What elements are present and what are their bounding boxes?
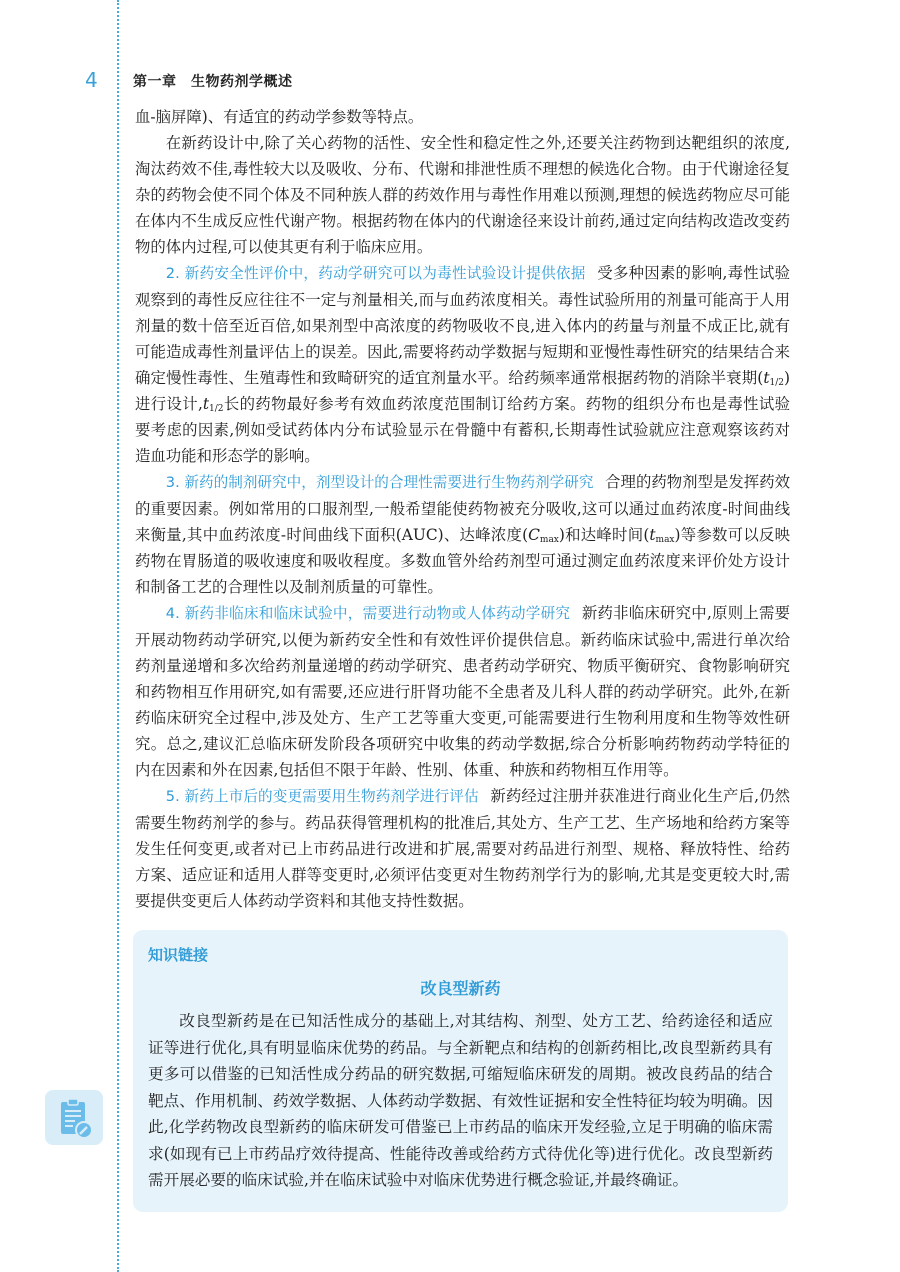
text: 合理的药物剂型是发挥药效的重要因素。例如常用的口服剂型,一般希望能使药物被充分吸收,这可以通过血药浓度-时间曲线来衡量,其中血药浓度-时间曲线下面积(AUC)、达峰浓度(: [135, 473, 790, 544]
paragraph: [135, 783, 790, 914]
box-title: 改良型新药: [420, 979, 501, 998]
subscript: max: [655, 535, 675, 545]
text: )进行设计,: [135, 369, 790, 413]
box-text: 改良型新药是在已知活性成分的基础上,对其结构、剂型、处方工艺、给药途径和适应证等进行优化,具有明显临床优势的药品。与全新靶点和结构的创新药相比,改良型新药具有更多可以借鉴的已知活性成分药品的研究数据,可缩短临床研发的周期。被改良药品的结合靶点、作用机制、药效学数据、人体药动学数据、有效性证据和安全性特征均较为明确。因此,化学药物改良型新药的临床研发可借鉴已上市药品的临床开发经验,立足于明确的临床需求(如现有已上市药品疗效待提高、性能待改善或给药方式待优化等)进行优化。改良型新药需开展必要的临床试验,并在临床试验中对临床优势进行概念验证,并最终确证。: [148, 1012, 773, 1189]
paragraph: 在新药设计中,除了关心药物的活性、安全性和稳定性之外,还要关注药物到达靶组织的浓度,淘汰药效不佳,毒性较大以及吸收、分布、代谢和排泄性质不理想的候选化合物。由于代谢途径复杂的药物会使不同个体及不同种族人群的药效作用与毒性作用难以预测,理想的候选药物应尽可能在体内不生成反应性代谢产物。根据药物在体内的代谢途径来设计前药,通过定向结构改造改变药物的体内过程,可以使其更有利于临床应用。: [135, 134, 790, 256]
text: )等参数可以反映药物在胃肠道的吸收速度和吸收程度。多数血管外给药剂型可通过测定血药浓度来评价处方设计和制备工艺的合理性以及制剂质量的可靠性。: [135, 526, 790, 596]
section-heading: 5. 新药上市后的变更需要用生物药剂学进行评估: [165, 788, 479, 805]
paragraph: 血-脑屏障)、有适宜的药动学参数等特点。: [135, 108, 424, 126]
page-number: 4: [85, 68, 98, 92]
paragraph: [135, 260, 790, 469]
subscript: 1/2: [769, 378, 784, 388]
paragraph: [135, 600, 790, 783]
paragraph: [135, 469, 790, 600]
section-heading: 2. 新药安全性评价中，药动学研究可以为毒性试验设计提供依据: [165, 265, 586, 282]
text: 受多种因素的影响,毒性试验观察到的毒性反应往往不一定与剂量相关,而与血药浓度相关。毒性试验所用的剂量可能高于人用剂量的数十倍至近百倍,如果剂型中高浓度的药物吸收不良,进入体内的药量与剂量不成正比,就有可能造成毒性剂量评估上的误差。因此,需要将药动学数据与短期和亚慢性毒性研究的结果结合来确定慢性毒性、生殖毒性和致畸研究的适宜剂量水平。给药频率通常根据药物的消除半衰期(: [135, 264, 790, 387]
symbol: t: [763, 369, 770, 387]
symbol: t: [649, 526, 656, 544]
subscript: max: [539, 535, 559, 545]
text: 新药非临床研究中,原则上需要开展动物药动学研究,以便为新药安全性和有效性评价提供信息。新药临床试验中,需进行单次给药剂量递增和多次给药剂量递增的药动学研究、患者药动学研究、物质平衡研究、食物影响研究和药物相互作用研究,如有需要,还应进行肝肾功能不全患者及儿科人群的药动学研究。此外,在新药临床研究全过程中,涉及处方、生产工艺等重大变更,可能需要进行生物利用度和生物等效性研究。总之,建议汇总临床研发阶段各项研究中收集的药动学数据,综合分析影响药物药动学特征的内在因素和外在因素,包括但不限于年龄、性别、体重、种族和药物相互作用等。: [135, 604, 790, 779]
symbol: C: [528, 526, 540, 544]
clipboard-edit-icon: [45, 1090, 103, 1145]
subscript: 1/2: [209, 404, 224, 414]
section-heading: 4. 新药非临床和临床试验中，需要进行动物或人体药动学研究: [165, 605, 571, 622]
knowledge-link-box: [133, 930, 788, 1212]
body-text: [135, 104, 790, 914]
symbol: t: [202, 395, 210, 413]
chapter-title: 第一章 生物药剂学概述: [133, 74, 293, 90]
margin-divider: [117, 0, 792, 1272]
text: )和达峰时间(: [558, 526, 650, 544]
text: 长的药物最好参考有效血药浓度范围制订给药方案。药物的组织分布也是毒性试验要考虑的因素,例如受试药体内分布试验显示在骨髓中有蓄积,长期毒性试验就应注意观察该药对造血功能和形态学的影响。: [135, 395, 790, 465]
text: 新药经过注册并获准进行商业化生产后,仍然需要生物药剂学的参与。药品获得管理机构的批准后,其处方、生产工艺、生产场地和给药方案等发生任何变更,或者对已上市药品进行改进和扩展,需要对药品进行剂型、规格、释放特性、给药方案、适应证和适用人群等变更时,必须评估变更对生物药剂学行为的影响,尤其是变更较大时,需要提供变更后人体药动学资料和其他支持性数据。: [135, 787, 790, 910]
section-heading: 3. 新药的制剂研究中，剂型设计的合理性需要进行生物药剂学研究: [165, 474, 594, 491]
box-label: 知识链接: [148, 946, 209, 964]
